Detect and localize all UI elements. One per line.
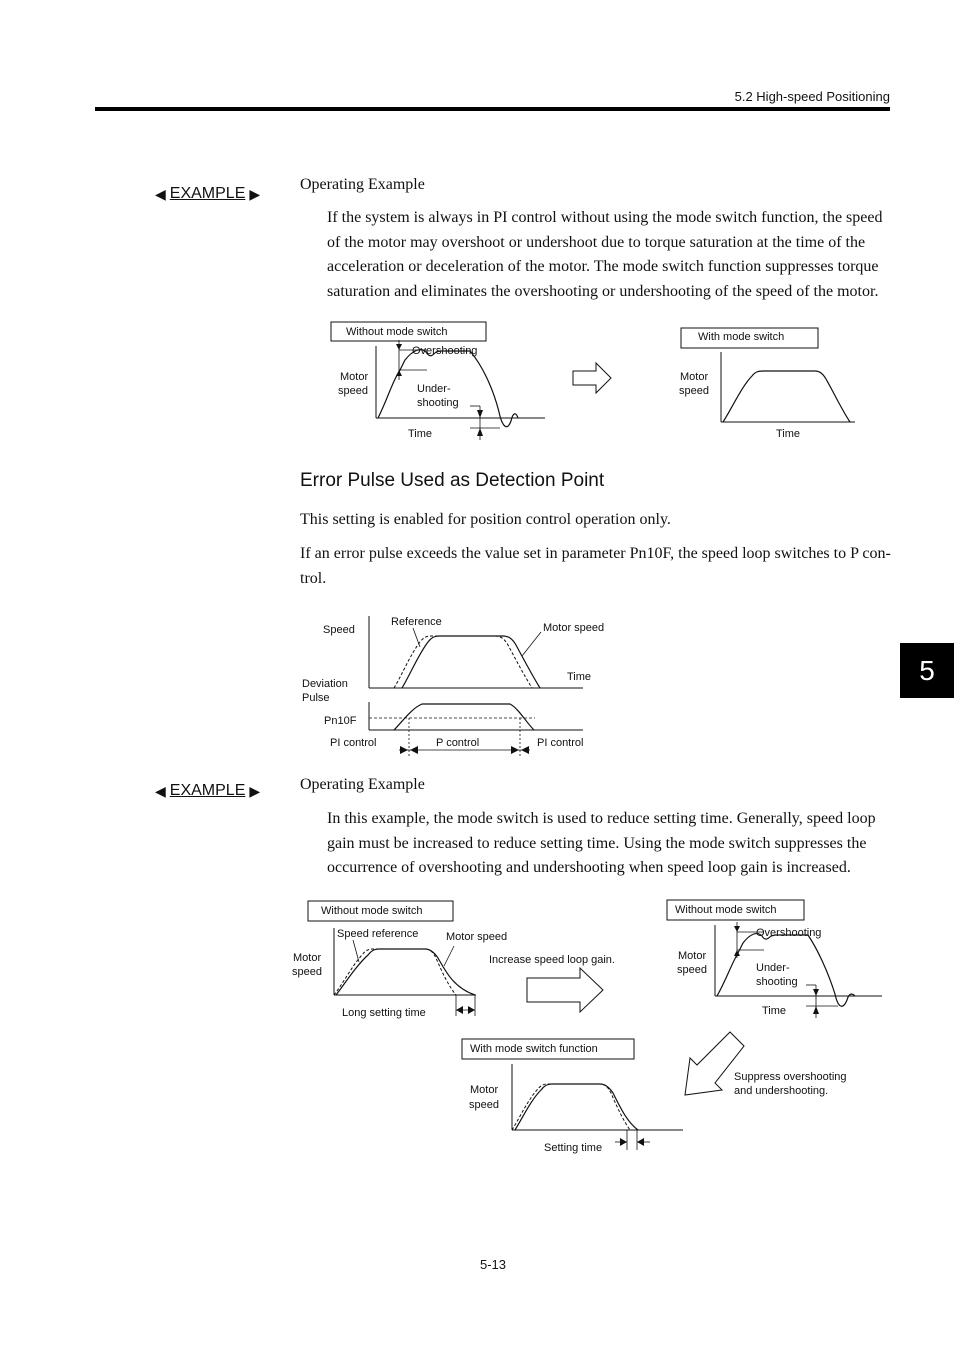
y-axis-label-speed: speed [469, 1099, 499, 1111]
arrow-right-icon [620, 1138, 627, 1146]
speed-reference-curve [334, 949, 456, 995]
motor-speed-curve [336, 949, 475, 995]
y-axis-label-motor: Motor [293, 952, 322, 964]
box-label: Without mode switch [346, 326, 448, 338]
arrow-down-icon [813, 989, 819, 996]
example-label: EXAMPLE [169, 185, 246, 202]
example-label: EXAMPLE [169, 782, 246, 799]
triangle-right-icon: ▶ [249, 782, 261, 799]
overshooting-label: Overshooting [412, 345, 478, 357]
y-axis-label-speed: speed [338, 385, 368, 397]
triangle-right-icon: ▶ [249, 185, 261, 202]
example-paragraph: If the system is always in PI control without using the mode switch function, the speed of the motor may overshoot or undershoot due to torque saturation at the time of the acceleration or deceleration of the motor. The mode switch function suppresses torque saturation and eliminates the overshooting or undershooting of the speed of the motor. [327, 209, 883, 300]
speed-reference-curve [512, 1084, 630, 1130]
y-axis-label-motor: Motor [678, 950, 707, 962]
x-axis-label: Time [408, 428, 433, 440]
suppress-label: and undershooting. [734, 1085, 829, 1097]
x-axis-label: Time [776, 428, 801, 440]
arrow-up-icon [813, 1006, 819, 1014]
y-axis-label-motor: Motor [340, 371, 369, 383]
example-title: Operating Example [300, 176, 425, 193]
chapter-tab: 5 [900, 643, 954, 698]
running-header: 5.2 High-speed Positioning [734, 89, 890, 104]
increase-gain-label: Increase speed loop gain. [489, 954, 615, 966]
suppress-label: Suppress overshooting [734, 1071, 847, 1083]
triangle-left-icon: ◀ [155, 185, 166, 202]
y-axis-label-speed: speed [679, 385, 709, 397]
arrow-left-icon [637, 1138, 644, 1146]
y-axis-label-speed: speed [677, 964, 707, 976]
arrow-right-icon [527, 968, 603, 1012]
arrow-left-icon [456, 1006, 463, 1014]
setting-time-label: Setting time [544, 1142, 603, 1154]
long-setting-time-label: Long setting time [342, 1007, 426, 1019]
example-paragraph: In this example, the mode switch is used to reduce setting time. Generally, speed loop gain must be increased to reduce setting time. Using the mode switch suppresses the occurrence of overshooting and undershooting when speed loop gain is increased. [327, 810, 876, 876]
speed-reference-leader [353, 940, 359, 962]
arrow-right-icon [468, 1006, 475, 1014]
p-control-label: P control [436, 737, 480, 749]
undershooting-label: Under- [756, 962, 790, 974]
y-axis-label-speed: speed [292, 966, 322, 978]
box-label: Without mode switch [675, 904, 777, 916]
box-label: Without mode switch [321, 905, 423, 917]
x-axis-label: Time [567, 671, 592, 683]
y-axis-label: Speed [323, 624, 355, 636]
pulse-label: Pulse [302, 692, 330, 704]
motor-speed-label: Motor speed [446, 931, 508, 943]
motor-speed-leader [444, 946, 454, 966]
reference-label: Reference [391, 616, 442, 628]
arrow-down-icon [734, 926, 740, 932]
x-axis-label: Time [762, 1005, 787, 1017]
y-axis-label-motor: Motor [680, 371, 709, 383]
undershooting-label: shooting [417, 397, 459, 409]
pi-control-label: PI control [330, 737, 377, 749]
example-title: Operating Example [300, 776, 425, 793]
undershooting-label: Under- [417, 383, 451, 395]
triangle-left-icon: ◀ [155, 782, 166, 799]
motor-speed-curve [515, 1084, 638, 1130]
deviation-label: Deviation [302, 678, 348, 690]
pi-control-label: PI control [537, 737, 584, 749]
overshooting-label: Overshooting [756, 927, 822, 939]
undershooting-label: shooting [756, 976, 798, 988]
box-label: With mode switch function [470, 1043, 598, 1055]
speed-reference-label: Speed reference [337, 928, 419, 940]
section-heading: Error Pulse Used as Detection Point [300, 470, 605, 491]
pn10f-label: Pn10F [324, 715, 357, 727]
y-axis-label-motor: Motor [470, 1084, 499, 1096]
motor-speed-label: Motor speed [543, 622, 605, 634]
section-paragraph: This setting is enabled for position control operation only. [300, 511, 671, 528]
box-label: With mode switch [698, 331, 785, 343]
section-paragraph: If an error pulse exceeds the value set in parameter Pn10F, the speed loop switches to P con-trol. [300, 545, 891, 587]
page-number: 5-13 [480, 1257, 507, 1272]
